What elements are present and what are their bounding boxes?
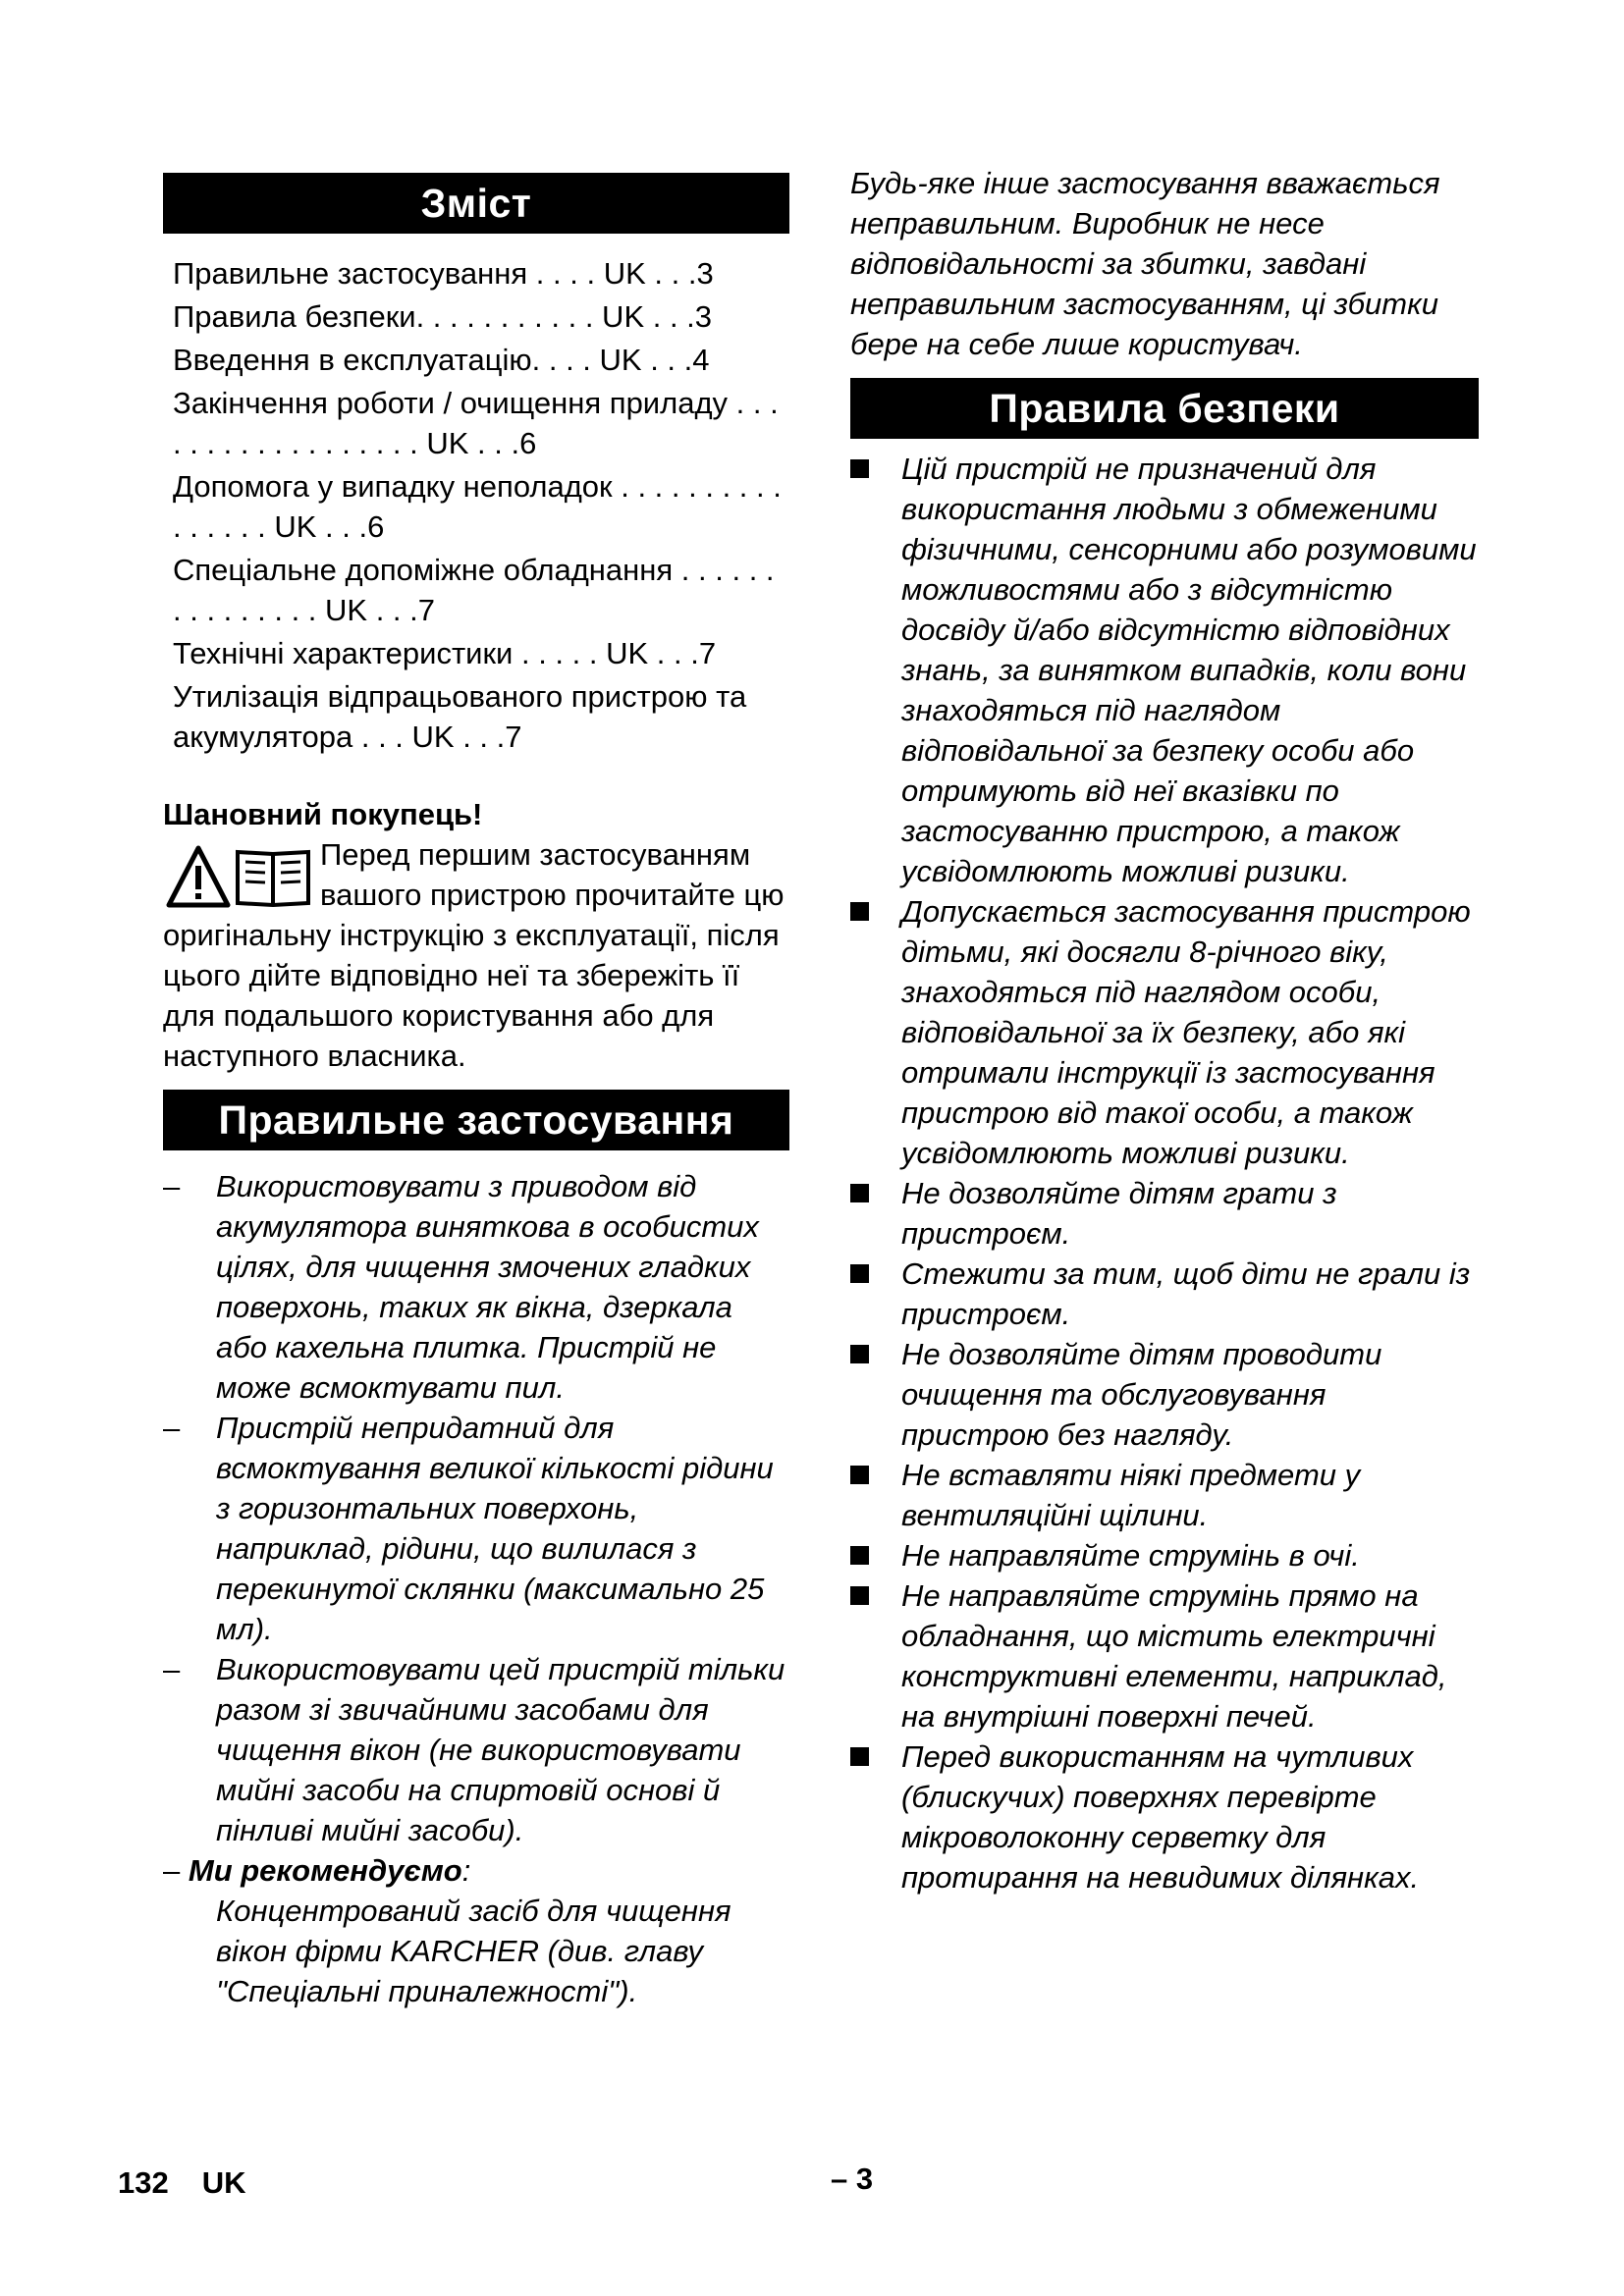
toc-item[interactable]: [173, 550, 789, 630]
proper-use-list: [163, 1166, 789, 1850]
toc-item[interactable]: [173, 633, 789, 673]
toc-item[interactable]: [173, 340, 789, 380]
list-item: [850, 1736, 1479, 1897]
language-code: UK: [201, 2165, 246, 2200]
list-item: [850, 1254, 1479, 1334]
right-column: [850, 163, 1479, 1897]
square-bullet-icon: [850, 1747, 869, 1766]
list-item: [163, 1166, 789, 1408]
list-item: [850, 449, 1479, 891]
toc-item[interactable]: [173, 253, 789, 294]
toc-item[interactable]: [173, 466, 789, 547]
square-bullet-icon: [850, 1264, 869, 1283]
improper-use-note: Будь-яке інше застосування вважається неправильним. Виробник не несе відповідальності за збитки, завдані неправильним застосуванням, ці збитки бере на себе лише користувач.: [850, 166, 1440, 361]
list-item-text: Не дозволяйте дітям проводити очищення та обслуговування пристрою без нагляду.: [901, 1337, 1382, 1452]
toc-item-text: Правила безпеки. . . . . . . . . . . UK . . .3: [173, 299, 713, 334]
dash-marker: –: [163, 1169, 181, 1203]
square-bullet-icon: [850, 1345, 869, 1363]
left-column: [163, 173, 789, 2011]
safety-heading: Правила безпеки: [850, 378, 1479, 439]
toc-item-text: Технічні характеристики . . . . . UK . . .7: [173, 636, 717, 670]
list-item-text: Не направляйте струмінь прямо на обладнання, що містить електричні конструктивні елементи, наприклад, на внутрішні поверхні печей.: [901, 1578, 1447, 1734]
toc-item-text: Спеціальне допоміжне обладнання . . . . . . . . . . . . . . . UK . . .7: [173, 553, 775, 627]
toc-item-text: Допомога у випадку неполадок . . . . . . . . . . . . . . . . UK . . .6: [173, 469, 782, 544]
page-footer: [118, 2165, 280, 2201]
toc-item-text: Правильне застосування . . . . UK . . .3: [173, 256, 714, 291]
toc-item-text: Введення в експлуатацію. . . . UK . . .4: [173, 343, 710, 377]
square-bullet-icon: [850, 1184, 869, 1202]
list-item-text: Використовувати цей пристрій тільки разом зі звичайними засобами для чищення вікон (не використовувати мийні засоби на спиртовій основі й пінливі мийні засоби).: [216, 1652, 785, 1847]
proper-use-heading: Правильне застосування: [163, 1090, 789, 1150]
greeting-paragraph: [163, 834, 789, 1076]
list-item-text: Цій пристрій не призначений для використання людьми з обмеженими фізичними, сенсорними або розумовими можливостями або з відсутністю досвіду й/або відсутністю відповідних знань, за винятком випадків, коли вони знаходяться під наглядом відповідальної за безпеку особи або отримують від неї вказівки по застосуванню пристрою, а також усвідомлюють можливі ризики.: [901, 452, 1477, 888]
toc-list: [163, 253, 789, 757]
square-bullet-icon: [850, 1466, 869, 1484]
safety-list: [850, 449, 1479, 1897]
square-bullet-icon: [850, 902, 869, 921]
square-bullet-icon: [850, 459, 869, 478]
list-item-text: Не дозволяйте дітям грати з пристроєм.: [901, 1176, 1337, 1251]
toc-item[interactable]: [173, 296, 789, 337]
list-item: [850, 1334, 1479, 1455]
list-item: [850, 1575, 1479, 1736]
list-item-text: Перед використанням на чутливих (блискучих) поверхнях перевірте мікроволоконну серветку для протирання на невидимих ділянках.: [901, 1739, 1420, 1895]
recommendation-label: Ми рекомендуємо: [188, 1853, 462, 1888]
warning-manual-icon: [163, 840, 312, 911]
list-item-text: Пристрій непридатний для всмоктування великої кількості рідини з горизонтальних поверхонь, наприклад, рідини, що вилилася з перекинутої склянки (максимально 25 мл).: [216, 1411, 774, 1646]
section-page-number: – 3: [831, 2162, 874, 2196]
dash-marker: –: [163, 1853, 181, 1888]
list-item: [163, 1408, 789, 1649]
dash-marker: –: [163, 1652, 181, 1686]
toc-item[interactable]: [173, 676, 789, 757]
list-item: [850, 1455, 1479, 1535]
toc-item-text: Закінчення роботи / очищення приладу . . . . . . . . . . . . . . . . . . UK . . .6: [173, 386, 779, 460]
list-item-text: Використовувати з приводом від акумулятора виняткова в особистих цілях, для чищення змочених гладких поверхонь, таких як вікна, дзеркала або кахельна плитка. Пристрій не може всмоктувати пил.: [216, 1169, 759, 1405]
toc-item-text: Утилізація відпрацьованого пристрою та акумулятора . . . UK . . .7: [173, 679, 747, 754]
greeting-title: Шановний покупець!: [163, 797, 483, 831]
book-icon: [238, 852, 308, 905]
dash-marker: –: [163, 1411, 181, 1445]
recommendation-text: Концентрований засіб для чищення вікон фірми KARCHER (див. главу "Спеціальні приналежності").: [216, 1894, 731, 2008]
warning-icon: [169, 848, 228, 905]
list-item-text: Не направляйте струмінь в очі.: [901, 1538, 1360, 1573]
list-item: [163, 1649, 789, 1850]
toc-item[interactable]: [173, 383, 789, 463]
square-bullet-icon: [850, 1586, 869, 1605]
list-item-text: Допускається застосування пристрою дітьми, які досягли 8-річного віку, знаходяться під наглядом особи, відповідальної за їх безпеку, або які отримали інструкції із застосування пристрою від такої особи, а також усвідомлюють можливі ризики.: [901, 894, 1471, 1170]
list-item: [850, 891, 1479, 1173]
list-item-text: Не вставляти ніякі предмети у вентиляційні щілини.: [901, 1458, 1361, 1532]
greeting-text: Перед першим застосуванням вашого пристрою прочитайте цю оригінальну інструкцію з експлуатації, після цього дійте відповідно неї та збережіть її для подальшого користування або для наступного власника.: [163, 837, 785, 1073]
toc-heading: Зміст: [163, 173, 789, 234]
list-item: [850, 1173, 1479, 1254]
list-item-text: Стежити за тим, щоб діти не грали із пристроєм.: [901, 1256, 1471, 1331]
page-number: 132: [118, 2165, 169, 2200]
recommendation-line: – Ми рекомендуємо:: [163, 1853, 471, 1888]
list-item: [850, 1535, 1479, 1575]
square-bullet-icon: [850, 1546, 869, 1565]
